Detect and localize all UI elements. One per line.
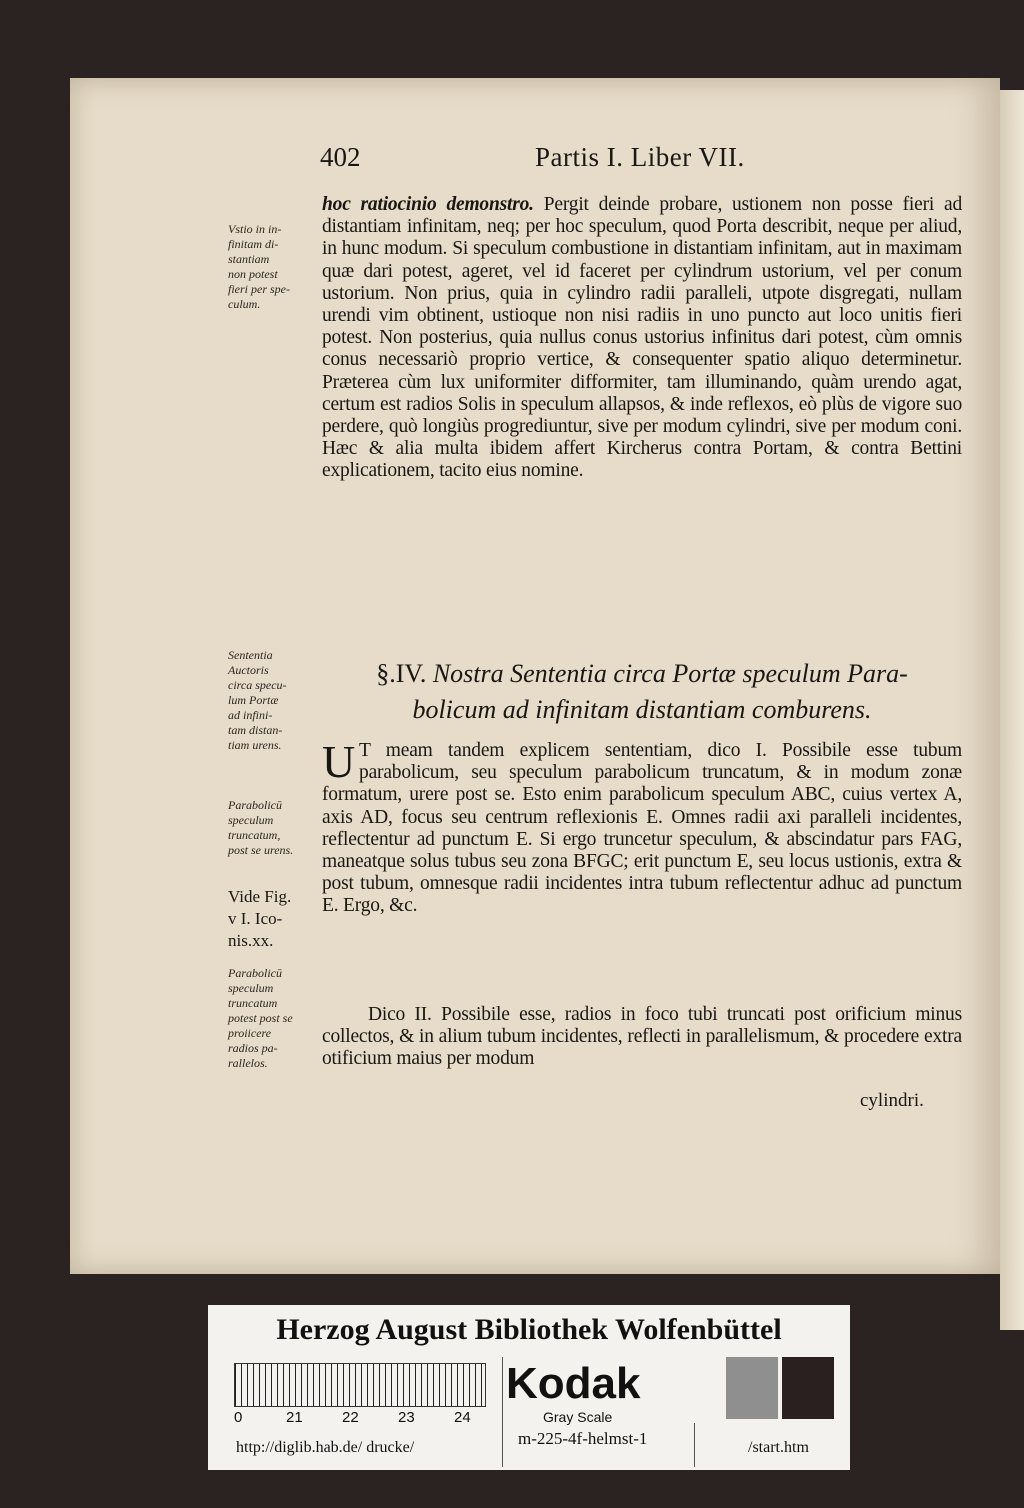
shelfmark: m-225-4f-helmst-1 xyxy=(518,1429,648,1448)
card-divider xyxy=(694,1423,695,1467)
margin-note-sententia: Sententia Auctoris circa specu- lum Portæ ad infini- tam distan- tiam urens. xyxy=(228,648,287,752)
ruler-label: 21 xyxy=(286,1409,303,1426)
margin-note-ustio: Vstio in in- finitam di- stantiam non potest fieri per spe- culum. xyxy=(228,222,290,311)
drop-cap: U xyxy=(322,736,356,787)
section-number: §.IV. xyxy=(376,659,427,688)
running-title: Partis I. Liber VII. xyxy=(535,142,745,172)
section-title-line1: Nostra Sententia circa Portæ speculum Para- xyxy=(432,659,908,688)
section-heading xyxy=(312,656,972,728)
library-name: Herzog August Bibliothek Wolfenbüttel xyxy=(276,1313,782,1346)
page-header xyxy=(320,142,800,182)
paragraph-kircher xyxy=(322,194,962,483)
page-number: 402 xyxy=(320,142,361,172)
ruler-label: 0 xyxy=(234,1409,243,1426)
ruler-label: 23 xyxy=(398,1409,415,1426)
paragraph-dico-one xyxy=(322,736,962,918)
paragraph-text: T meam tandem explicem sententiam, dico I. Possibile esse tubum parabolicum, seu speculum parabolicum truncatum, & in modum zonæ formatum, urere post se. Esto enim parabolicum speculum ABC, cuius vertex A, axis AD, focus seu centrum reflexionis E. Omnes radii axi paralleli incidentes, reflectentur ad punctum E. Si ergo truncetur speculum, & abscindatur pars FAG, maneatque solus tubus seu zona BFGC; erit punctum E, seu locus ustionis, extra & post tubum, omnesque radii incidentes intra tubum reflectentur adhuc ad punctum E. Ergo, &c. xyxy=(322,740,962,917)
library-url: http://diglib.hab.de/ drucke/ xyxy=(236,1439,415,1456)
paragraph-lead: hoc ratiocinio demonstro. xyxy=(322,194,534,215)
margin-note-vide-fig: Vide Fig. v I. Ico- nis.xx. xyxy=(228,887,292,950)
ruler-labels xyxy=(234,1409,494,1429)
margin-note-radios-parallelos: Parabolicū speculum truncatum potest post se proiicere radios pa- rallelos. xyxy=(228,966,293,1070)
page-edge xyxy=(1000,90,1024,1330)
catchword: cylindri. xyxy=(860,1090,924,1111)
gray-scale-label: Gray Scale xyxy=(543,1409,613,1425)
scale-ruler xyxy=(234,1363,486,1407)
paragraph-text: Pergit deinde probare, ustionem non posse fieri ad distantiam infinitam, neq; per hoc speculum, quod Porta describit, neque per aliud, in hunc modum. Si speculum combustione in distantiam infinitam, aut in maximam quæ dari potest, ageret, vel id faceret per cylindrum ustorium, vel per conum ustorium. Non prius, quia in cylindro radii paralleli, utpote disgregati, nullam urendi vim obtinent, ustioque non nisi radiis in uno puncto aut loco unitis fieri potest. Non posterius, quia nullus conus ustorius infinitus dari potest, cùm omnis conus necessariò proprio vertice, & consequenter spatio aliquo determinetur. Præterea cùm lux uniformiter difformiter, tam illuminando, quàm urendo agat, certum est radios Solis in speculum allapsos, & inde reflexos, eò plùs de vigore suo perdere, quò longiùs progrediuntur, sive per modum cylindri, sive per modum coni. Hæc & alia multa ibidem affert Kircherus contra Portam, & contra Bettini explicationem, tacito eius nomine. xyxy=(322,194,962,482)
gray-patch-dark xyxy=(782,1357,834,1419)
gray-patch-light xyxy=(726,1357,778,1419)
card-divider xyxy=(502,1357,503,1467)
start-page: /start.htm xyxy=(748,1439,809,1456)
paragraph-dico-two: Dico II. Possibile esse, radios in foco tubi truncati post orificium minus collectos, & in alium tubum incidentes, reflecti in parallelismum, & procedere extra otificium maius per modum xyxy=(322,1004,962,1070)
margin-note-parabolicum-truncatum: Parabolicū speculum truncatum, post se urens. xyxy=(228,798,294,857)
kodak-logo: Kodak xyxy=(506,1359,641,1408)
section-title-line2: bolicum ad infinitam distantiam comburens. xyxy=(412,695,872,724)
library-target-card xyxy=(208,1305,850,1470)
ruler-label: 24 xyxy=(454,1409,471,1426)
ruler-label: 22 xyxy=(342,1409,359,1426)
